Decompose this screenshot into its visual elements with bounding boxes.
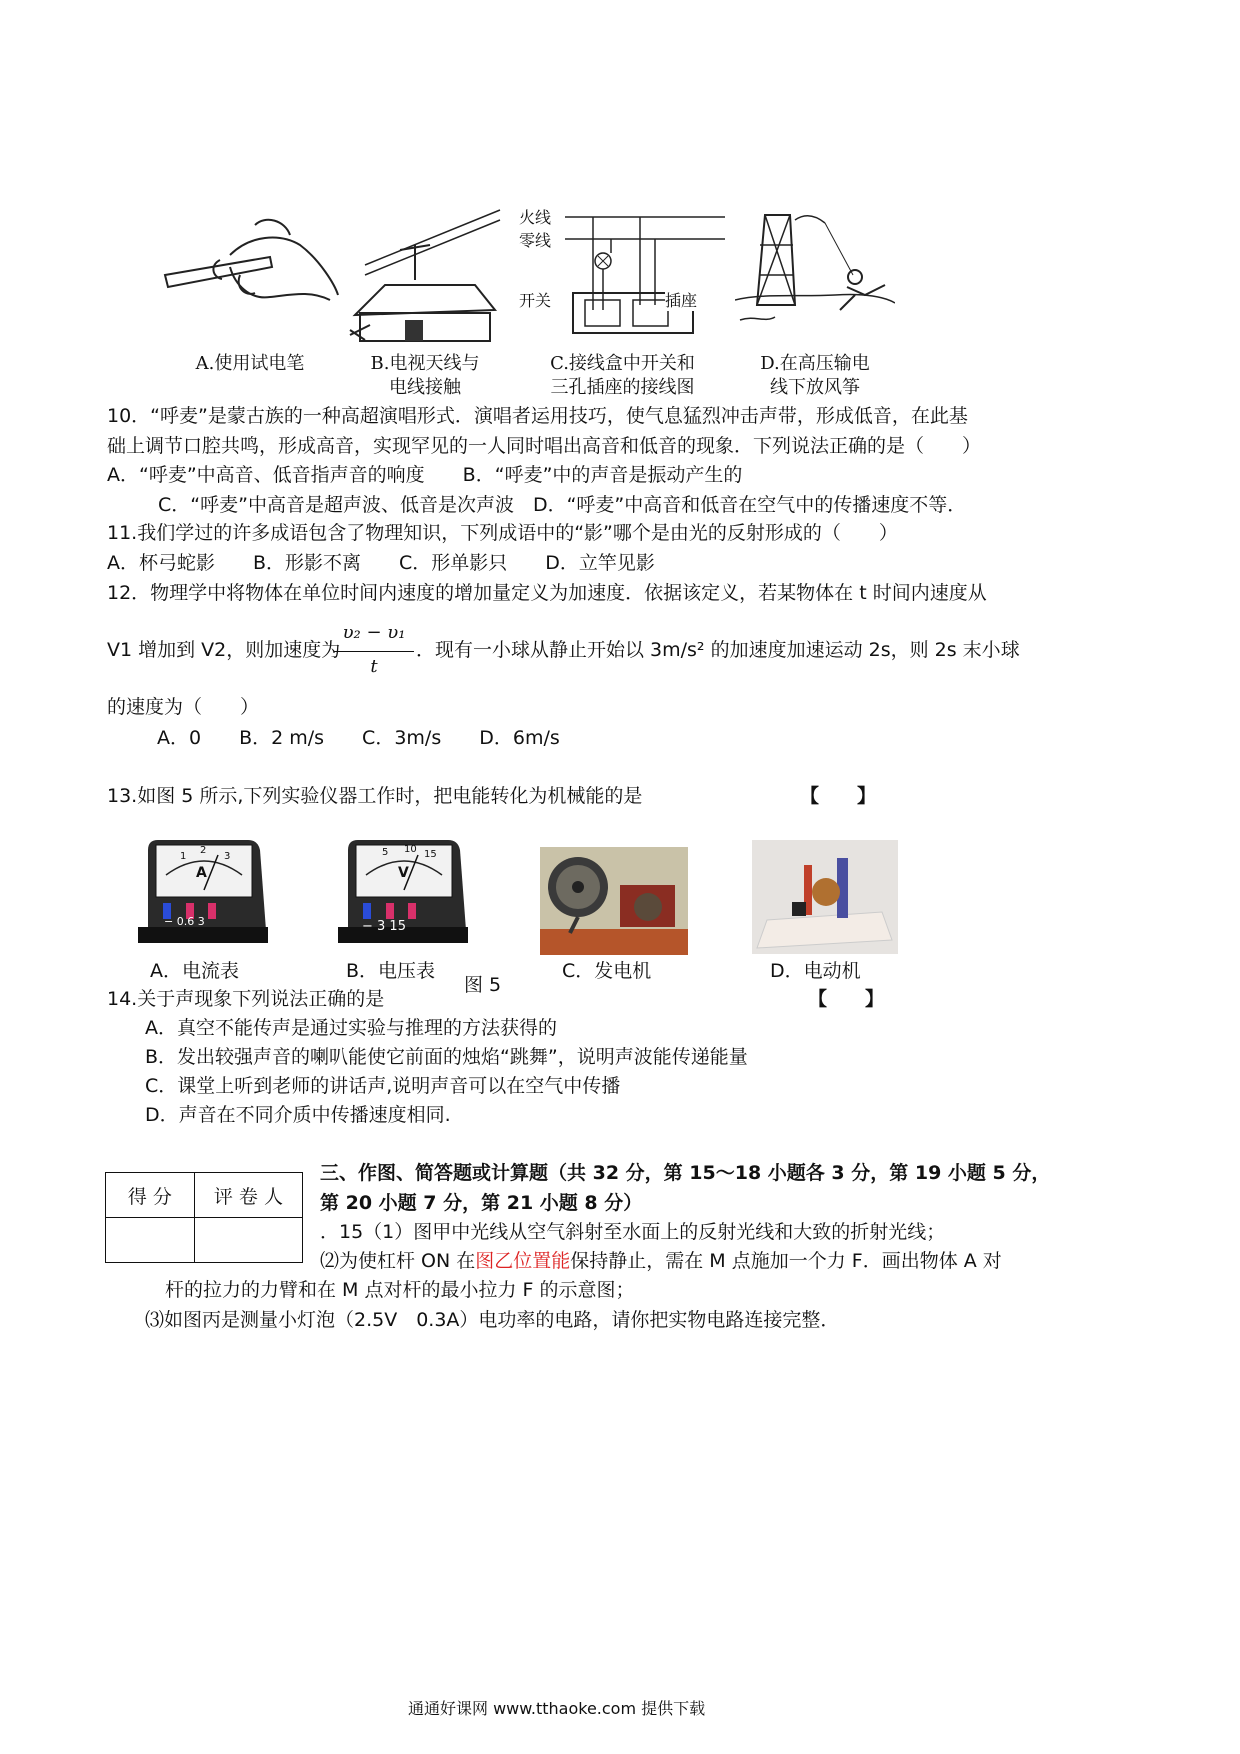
q10-options-ab: A．“呼麦”中高音、低音指声音的响度 B．“呼麦”中的声音是振动产生的 bbox=[107, 464, 743, 486]
score-table bbox=[105, 1172, 303, 1263]
label-live-wire: 火线 bbox=[519, 208, 552, 227]
q12-stem-line1: 12．物理学中将物体在单位时间内速度的增加量定义为加速度．依据该定义，若某物体在 t 时间内速度从 bbox=[107, 582, 987, 604]
q15-part2-red-text: 图乙位置能 bbox=[475, 1250, 571, 1272]
figure-b-tv-antenna bbox=[345, 205, 505, 345]
caption-b: B.电视天线与 电线接触 bbox=[370, 353, 480, 398]
q15-part1: ．15（1）图甲中光线从空气斜射至水面上的反射光线和大致的折射光线； bbox=[320, 1221, 946, 1243]
fraction-numerator: υ₂ − υ₁ bbox=[342, 622, 406, 643]
caption-c: C.接线盒中开关和 三孔插座的接线图 bbox=[550, 353, 695, 398]
figure-c-junction-box bbox=[515, 205, 730, 345]
figure-generator bbox=[540, 847, 688, 955]
q13-stem: 13.如图 5 所示,下列实验仪器工作时，把电能转化为机械能的是 bbox=[107, 785, 643, 807]
q11-stem: 11.我们学过的许多成语包含了物理知识，下列成语中的“影”哪个是由光的反射形成的（ ） bbox=[107, 522, 898, 544]
q14-stem: 14.关于声现象下列说法正确的是 bbox=[107, 988, 385, 1010]
figure-ammeter bbox=[138, 835, 268, 945]
label-socket: 插座 bbox=[665, 288, 697, 311]
fraction-denominator: t bbox=[370, 656, 378, 677]
q12-stem-line2b: ．现有一小球从静止开始以 3m/s² 的加速度加速运动 2s，则 2s 末小球 bbox=[416, 639, 1020, 661]
section3-title-line2: 第 20 小题 7 分，第 21 小题 8 分） bbox=[320, 1192, 643, 1214]
q10-stem-line1: 10．“呼麦”是蒙古族的一种高超演唱形式．演唱者运用技巧，使气息猛烈冲击声带，形成低音，在此基 bbox=[107, 405, 968, 427]
q10-stem-line2: 础上调节口腔共鸣，形成高音，实现罕见的一人同时唱出高音和低音的现象．下列说法正确的是（ ） bbox=[107, 435, 982, 457]
house-antenna-illustration bbox=[345, 205, 505, 345]
hand-pencil-illustration bbox=[160, 205, 340, 345]
q14-option-d: D．声音在不同介质中传播速度相同. bbox=[145, 1104, 451, 1126]
q15-part2-line1 bbox=[320, 1248, 1002, 1274]
caption-generator: C．发电机 bbox=[562, 960, 652, 982]
caption-motor: D．电动机 bbox=[770, 960, 861, 982]
q14-option-c: C．课堂上听到老师的讲话声,说明声音可以在空气中传播 bbox=[145, 1075, 621, 1097]
section3-title-line1: 三、作图、简答题或计算题（共 32 分，第 15～18 小题各 3 分，第 19 小题 5 分， bbox=[320, 1162, 1051, 1184]
caption-d: D.在高压输电 线下放风筝 bbox=[760, 353, 870, 398]
voltmeter-scale-15: 15 bbox=[424, 849, 437, 860]
ammeter-letter: A bbox=[196, 865, 207, 881]
fraction-bar bbox=[334, 651, 414, 652]
acceleration-fraction bbox=[334, 622, 414, 682]
ammeter-scale-1: 1 bbox=[180, 851, 187, 862]
score-header-score: 得 分 bbox=[106, 1173, 195, 1218]
score-cell[interactable] bbox=[106, 1218, 195, 1263]
page-footer: 通通好课网 www.tthaoke.com 提供下载 bbox=[408, 1699, 706, 1718]
q15-part2-text-b: 保持静止，需在 M 点施加一个力 F．画出物体 A 对 bbox=[570, 1250, 1002, 1272]
label-switch: 开关 bbox=[519, 291, 552, 310]
caption-voltmeter: B．电压表 bbox=[346, 960, 436, 982]
q14-option-b: B．发出较强声音的喇叭能使它前面的烛焰“跳舞”，说明声波能传递能量 bbox=[145, 1046, 748, 1068]
score-header-grader: 评 卷 人 bbox=[194, 1173, 302, 1218]
ammeter-scale-3: 3 bbox=[224, 851, 231, 862]
q15-part2-line2: 杆的拉力的力臂和在 M 点对杆的最小拉力 F 的示意图； bbox=[165, 1279, 635, 1301]
q11-options: A．杯弓蛇影 B．形影不离 C．形单影只 D．立竿见影 bbox=[107, 552, 655, 574]
q12-options: A．0 B．2 m/s C．3m/s D．6m/s bbox=[157, 727, 560, 749]
q10-options-cd: C．“呼麦”中高音是超声波、低音是次声波 D．“呼麦”中高音和低音在空气中的传播速度不等． bbox=[158, 494, 967, 516]
caption-ammeter: A．电流表 bbox=[150, 960, 239, 982]
figure-a-test-pencil bbox=[160, 205, 340, 345]
voltmeter-terminals: − 3 15 bbox=[362, 919, 406, 934]
q15-part3: ⑶如图丙是测量小灯泡（2.5V 0.3A）电功率的电路，请你把实物电路连接完整． bbox=[145, 1309, 840, 1331]
q15-part2-text-a: ⑵为使杠杆 ON 在 bbox=[320, 1250, 476, 1272]
figure-d-kite bbox=[735, 205, 895, 345]
label-neutral-wire: 零线 bbox=[519, 231, 552, 250]
caption-a: A.使用试电笔 bbox=[195, 353, 305, 374]
figure-motor bbox=[752, 840, 898, 954]
q12-stem-line2a: V1 增加到 V2，则加速度为 bbox=[107, 639, 341, 661]
q13-answer-bracket: 【 】 bbox=[800, 785, 877, 807]
voltmeter-scale-5: 5 bbox=[382, 847, 389, 858]
tower-kite-illustration bbox=[735, 205, 895, 345]
voltmeter-letter: V bbox=[398, 865, 409, 881]
q14-option-a: A．真空不能传声是通过实验与推理的方法获得的 bbox=[145, 1017, 557, 1039]
ammeter-terminals: − 0.6 3 bbox=[164, 915, 205, 928]
figure-5-label: 图 5 bbox=[464, 974, 502, 996]
generator-photo bbox=[540, 847, 688, 955]
q12-stem-line3: 的速度为（ ） bbox=[107, 696, 260, 718]
grader-cell[interactable] bbox=[194, 1218, 302, 1263]
motor-photo bbox=[752, 840, 898, 954]
ammeter-scale-2: 2 bbox=[200, 845, 207, 856]
q14-answer-bracket: 【 】 bbox=[808, 988, 885, 1010]
figure-voltmeter bbox=[338, 835, 468, 945]
voltmeter-scale-10: 10 bbox=[404, 844, 417, 855]
